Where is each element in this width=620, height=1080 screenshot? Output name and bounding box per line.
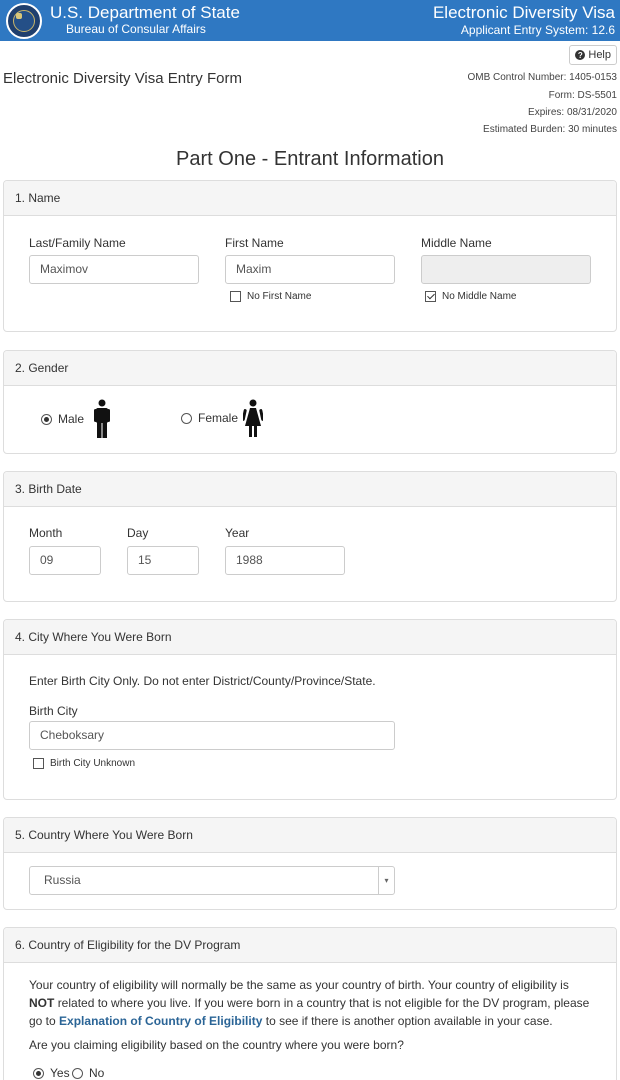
radio-unselected	[181, 413, 192, 424]
eligibility-question: Are you claiming eligibility based on the country where you were born?	[29, 1038, 404, 1052]
name-panel	[3, 180, 617, 332]
system-version: Applicant Entry System: 12.6	[460, 23, 615, 37]
birth-city-heading: 4. City Where You Were Born	[4, 620, 616, 655]
year-input[interactable]: 1988	[225, 546, 345, 575]
eligibility-explanation	[29, 976, 594, 1030]
birth-city-label: Birth City	[29, 704, 78, 718]
female-label: Female	[198, 411, 239, 425]
birth-date-panel	[3, 471, 617, 602]
gender-panel	[3, 350, 617, 454]
last-name-label: Last/Family Name	[29, 236, 126, 250]
help-button[interactable]	[569, 45, 617, 65]
day-label: Day	[127, 526, 149, 540]
no-first-name-checkbox[interactable]	[230, 291, 311, 302]
birth-city-instruction: Enter Birth City Only. Do not enter District/County/Province/State.	[29, 674, 376, 688]
department-name: U.S. Department of State	[50, 3, 240, 22]
expiration-date: Expires: 08/31/2020	[528, 107, 617, 118]
radio-selected	[33, 1068, 44, 1079]
gender-heading: 2. Gender	[4, 351, 616, 386]
middle-name-label: Middle Name	[421, 236, 492, 250]
male-radio[interactable]	[41, 412, 84, 426]
state-department-seal-logo	[6, 3, 42, 39]
no-middle-name-label: No Middle Name	[442, 291, 517, 302]
female-radio[interactable]	[181, 411, 238, 425]
month-input[interactable]: 09	[29, 546, 101, 575]
eligibility-heading: 6. Country of Eligibility for the DV Program	[4, 928, 616, 963]
question-icon: ?	[575, 50, 585, 60]
part-title: Part One - Entrant Information	[176, 148, 444, 170]
site-header	[0, 0, 620, 41]
birth-city-panel	[3, 619, 617, 800]
chevron-down-icon: ▾	[378, 867, 394, 894]
checkbox-checked	[425, 291, 436, 302]
checkbox-unchecked	[33, 758, 44, 769]
name-heading: 1. Name	[4, 181, 616, 216]
last-name-input[interactable]: Maximov	[29, 255, 199, 284]
eligibility-text-3: to see if there is another option available in your case.	[265, 1014, 553, 1028]
birth-city-unknown-label: Birth City Unknown	[50, 758, 136, 769]
male-label: Male	[58, 412, 85, 426]
birth-city-unknown-checkbox[interactable]	[33, 758, 135, 769]
eligibility-no-radio[interactable]	[72, 1066, 104, 1080]
eligibility-not-emphasis: NOT	[29, 996, 55, 1010]
eligibility-yes-radio[interactable]	[33, 1066, 70, 1080]
birth-country-panel	[3, 817, 617, 910]
no-middle-name-checkbox[interactable]	[425, 291, 516, 302]
birth-city-input[interactable]: Cheboksary	[29, 721, 395, 750]
eligibility-explanation-link[interactable]: Explanation of Country of Eligibility	[59, 1014, 263, 1028]
no-label: No	[89, 1066, 105, 1080]
female-figure-icon	[243, 399, 263, 437]
first-name-input[interactable]: Maxim	[225, 255, 395, 284]
radio-selected	[41, 414, 52, 425]
male-figure-icon	[92, 399, 112, 439]
eligibility-text-1: Your country of eligibility will normally be the same as your country of birth. Your country of eligibility is	[29, 978, 569, 992]
birth-country-select[interactable]	[29, 866, 395, 895]
first-name-label: First Name	[225, 236, 284, 250]
help-label: Help	[588, 49, 611, 61]
system-title: Electronic Diversity Visa	[432, 3, 615, 22]
estimated-burden: Estimated Burden: 30 minutes	[483, 124, 617, 135]
month-label: Month	[29, 526, 63, 540]
day-input[interactable]: 15	[127, 546, 199, 575]
birth-country-value: Russia	[44, 873, 81, 887]
radio-unselected	[72, 1068, 83, 1079]
checkbox-unchecked	[230, 291, 241, 302]
form-number: Form: DS-5501	[548, 90, 617, 101]
eligibility-panel	[3, 927, 617, 1080]
yes-label: Yes	[50, 1066, 70, 1080]
form-title: Electronic Diversity Visa Entry Form	[3, 70, 242, 87]
bureau-name: Bureau of Consular Affairs	[66, 22, 206, 36]
no-first-name-label: No First Name	[247, 291, 312, 302]
omb-number: OMB Control Number: 1405-0153	[467, 72, 617, 83]
year-label: Year	[225, 526, 250, 540]
middle-name-input[interactable]	[421, 255, 591, 284]
birth-date-heading: 3. Birth Date	[4, 472, 616, 507]
birth-country-heading: 5. Country Where You Were Born	[4, 818, 616, 853]
eligibility-text-2: related to where you live. If you were born in a country that is not eligible for the DV program, please go to	[29, 996, 590, 1028]
